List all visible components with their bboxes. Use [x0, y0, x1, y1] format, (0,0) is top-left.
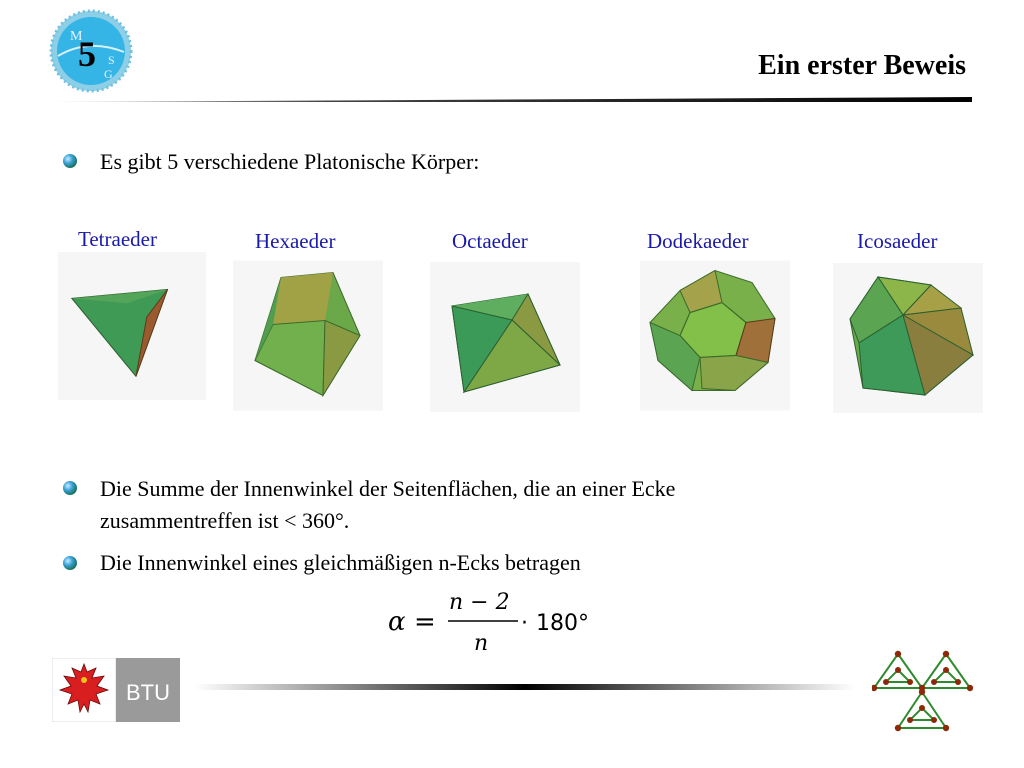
label-tetraeder: Tetraeder [78, 227, 157, 251]
svg-text:G: G [104, 67, 113, 81]
bullet-text: Es gibt 5 verschiedene Platonische Körper: [100, 149, 480, 174]
svg-text:S: S [108, 53, 115, 67]
header-divider [52, 97, 972, 103]
btu-logo [52, 658, 180, 722]
tetraeder-image [57, 252, 207, 400]
bullet-text: Die Summe der Innenwinkel der Seitenflächen, die an einer Ecke [100, 476, 676, 501]
bullet-icon [63, 556, 77, 570]
svg-text:180°: 180° [536, 611, 589, 636]
icosaeder-image [833, 262, 983, 414]
label-octaeder: Octaeder [452, 229, 528, 253]
svg-text:BTU: BTU [126, 680, 170, 705]
bullet-icon [63, 481, 77, 495]
svg-text:M: M [70, 29, 83, 44]
msg-5-logo [48, 8, 134, 94]
svg-text:=: = [414, 607, 436, 637]
octaeder-image [430, 262, 580, 412]
dodekaeder-image [640, 258, 790, 413]
bullet-icon [63, 154, 77, 168]
triangle-network-logo [872, 648, 976, 734]
svg-text:n: n [474, 631, 489, 656]
label-dodekaeder: Dodekaeder [647, 229, 749, 253]
svg-text:·: · [521, 611, 528, 636]
hexaeder-image [233, 258, 383, 413]
footer-divider [195, 684, 855, 690]
svg-text:α: α [388, 607, 406, 637]
bullet-text-continued: zusammentreffen ist < 360°. [100, 508, 350, 533]
svg-text:n − 2: n − 2 [449, 590, 510, 615]
bullet-text: Die Innenwinkel eines gleichmäßigen n-Ecks betragen [100, 550, 581, 575]
label-hexaeder: Hexaeder [255, 229, 336, 253]
slide-title: Ein erster Beweis [758, 50, 966, 81]
svg-text:5: 5 [78, 34, 96, 74]
angle-formula [388, 588, 618, 658]
label-icosaeder: Icosaeder [857, 229, 938, 253]
